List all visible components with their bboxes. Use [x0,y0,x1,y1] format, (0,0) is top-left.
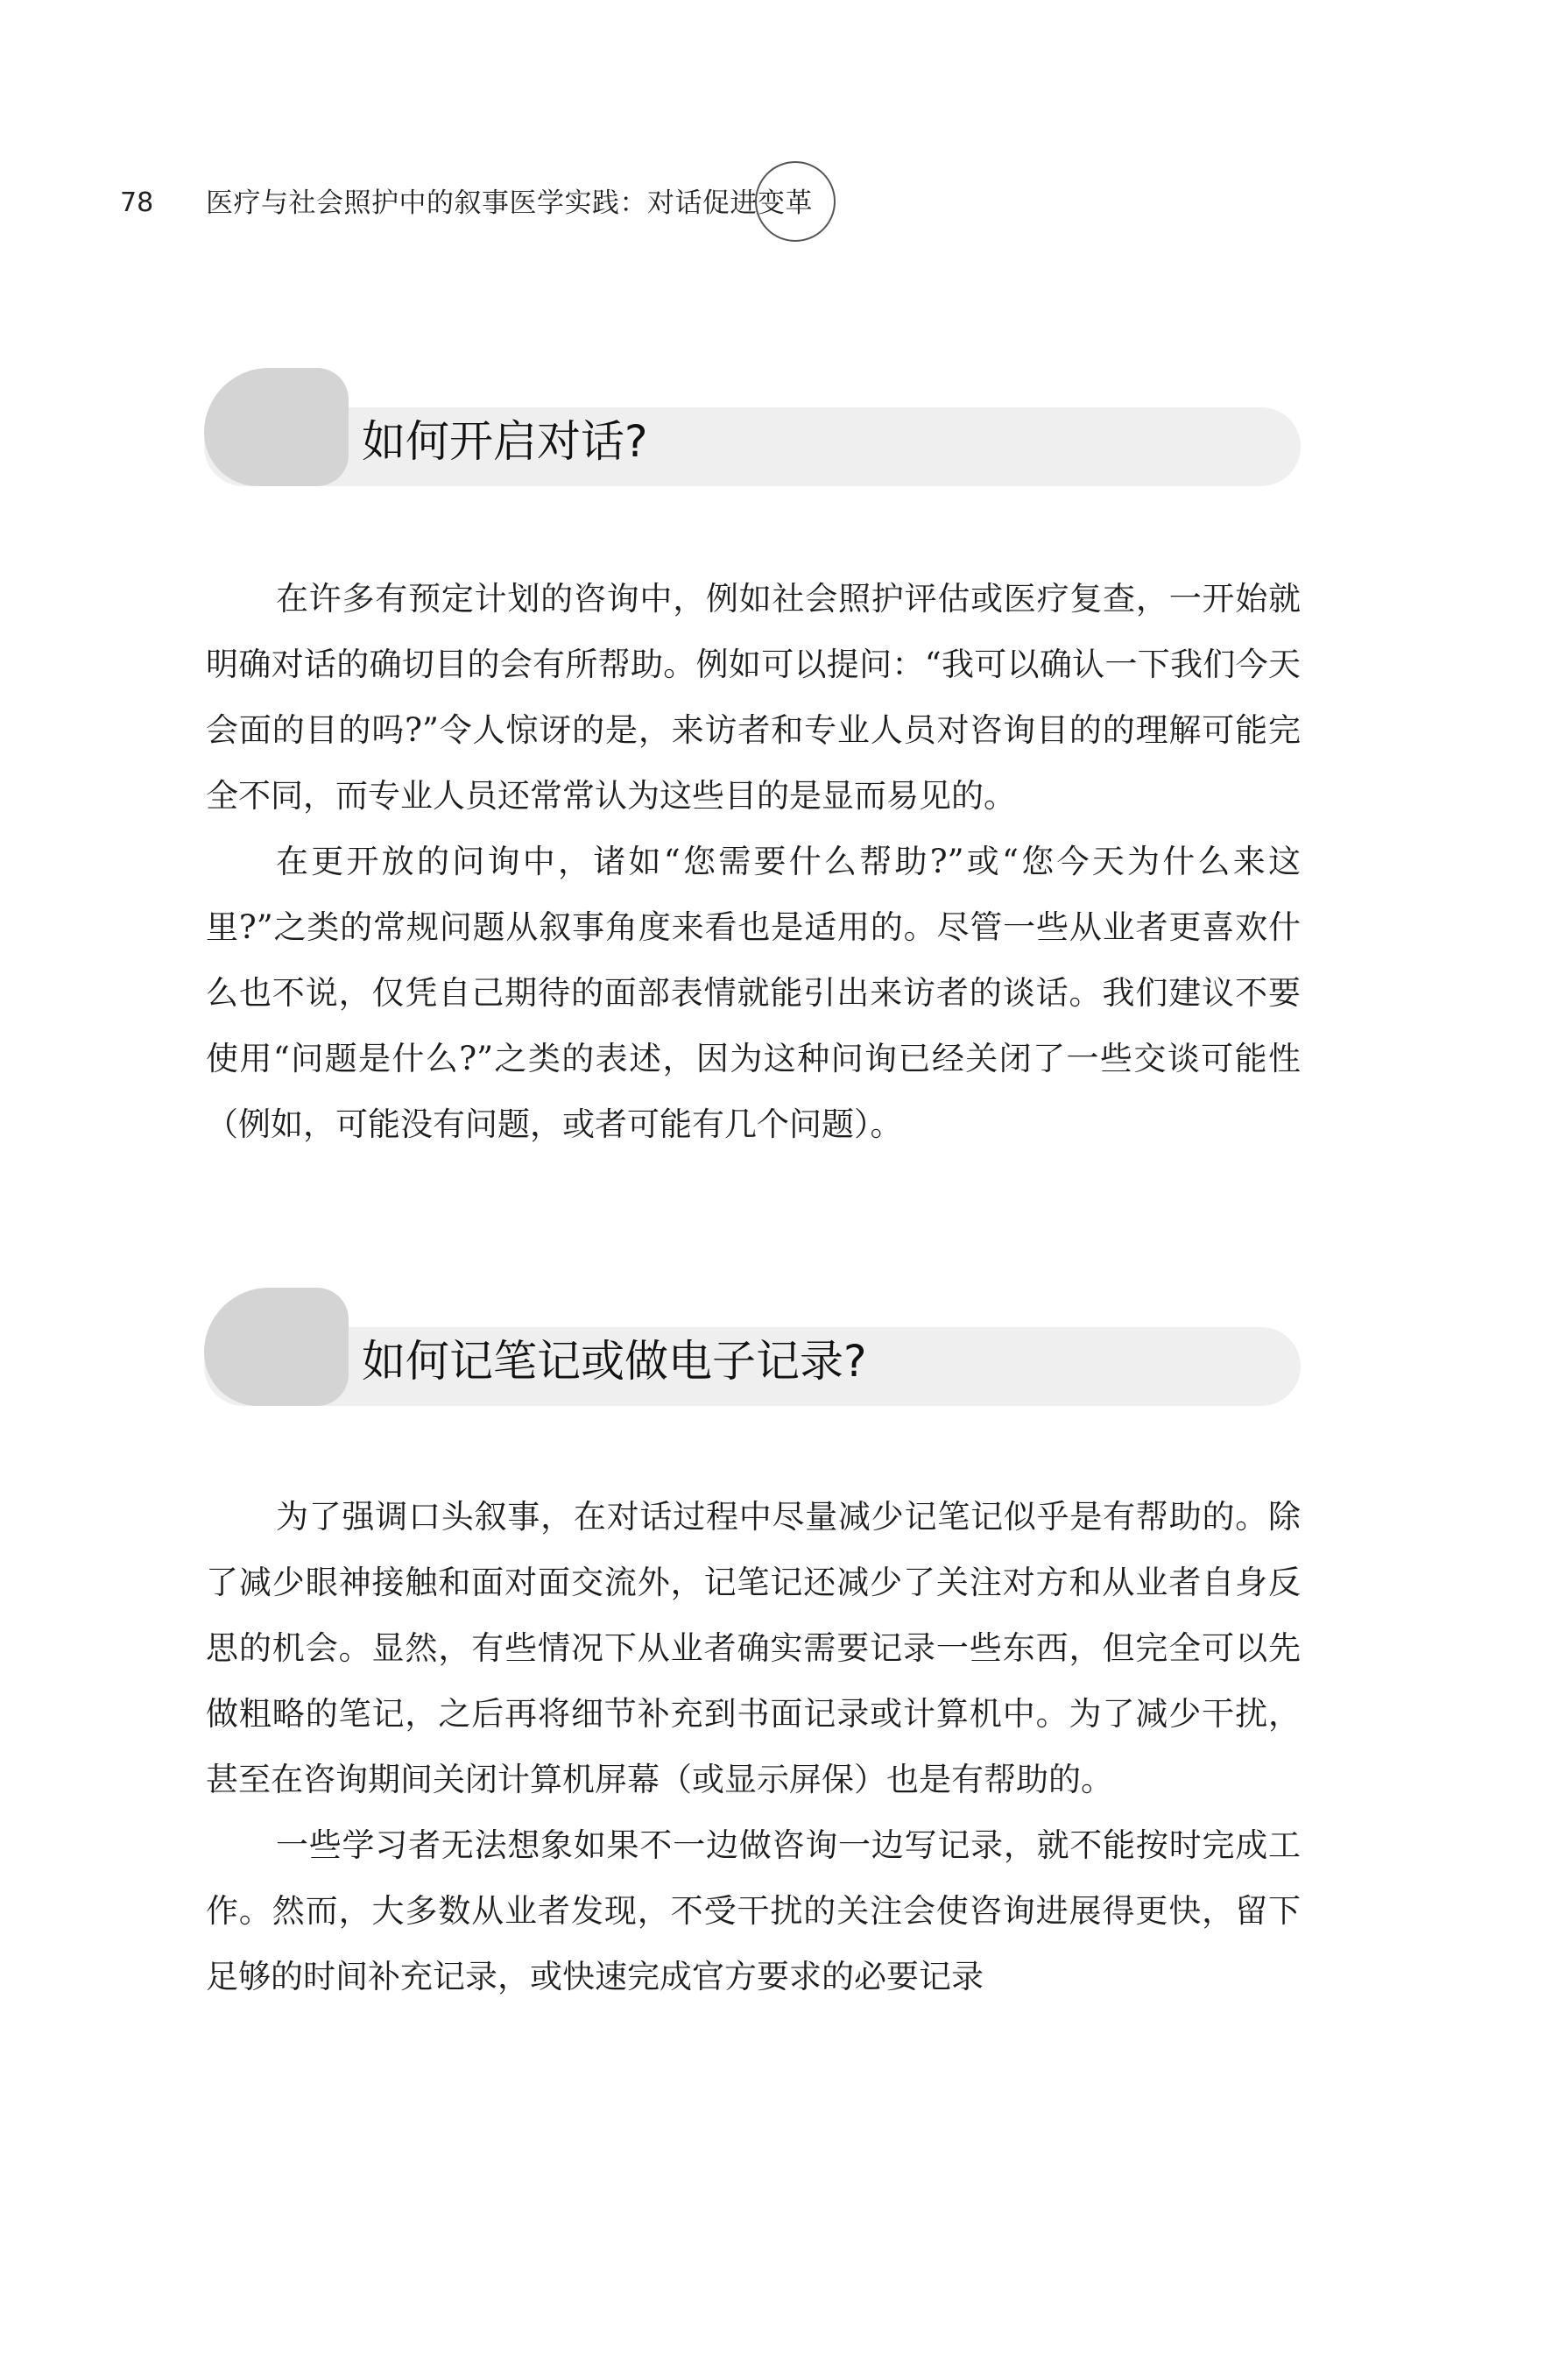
section-heading-1 [204,368,1301,486]
paragraph: 在更开放的问询中，诸如“您需要什么帮助?”或“您今天为什么来这里?”之类的常规问题从叙事角度来看也是适用的。尽管一些从业者更喜欢什么也不说，仅凭自己期待的面部表情就能引出来访者的谈话。我们建议不要使用“问题是什么?”之类的表述，因为这种问询已经关闭了一些交谈可能性（例如，可能没有问题，或者可能有几个问题）。 [206,843,1301,1143]
page-number: 78 [120,187,154,218]
header-circle-ornament [755,161,836,242]
section-1-body [206,566,1301,1157]
book-title: 医疗与社会照护中的叙事医学实践：对话促进变革 [206,187,813,219]
heading-text: 如何开启对话? [362,416,648,467]
section-2-body [206,1484,1301,2009]
heading-text: 如何记笔记或做电子记录? [362,1336,867,1387]
paragraph: 在许多有预定计划的咨询中，例如社会照护评估或医疗复查，一开始就明确对话的确切目的会有所帮助。例如可以提问：“我可以确认一下我们今天会面的目的吗?”令人惊讶的是，来访者和专业人员对咨询目的的理解可能完全不同，而专业人员还常常认为这些目的是显而易见的。 [206,580,1301,815]
running-header [0,0,1552,263]
section-heading-2 [204,1288,1301,1406]
paragraph: 为了强调口头叙事，在对话过程中尽量减少记笔记似乎是有帮助的。除了减少眼神接触和面对面交流外，记笔记还减少了关注对方和从业者自身反思的机会。显然，有些情况下从业者确实需要记录一些东西，但完全可以先做粗略的笔记，之后再将细节补充到书面记录或计算机中。为了减少干扰，甚至在咨询期间关闭计算机屏幕（或显示屏保）也是有帮助的。 [206,1498,1301,1798]
heading-blob-ornament [204,1288,349,1406]
heading-blob-ornament [204,368,349,486]
paragraph: 一些学习者无法想象如果不一边做咨询一边写记录，就不能按时完成工作。然而，大多数从业者发现，不受干扰的关注会使咨询进展得更快，留下足够的时间补充记录，或快速完成官方要求的必要记录 [206,1826,1301,1995]
